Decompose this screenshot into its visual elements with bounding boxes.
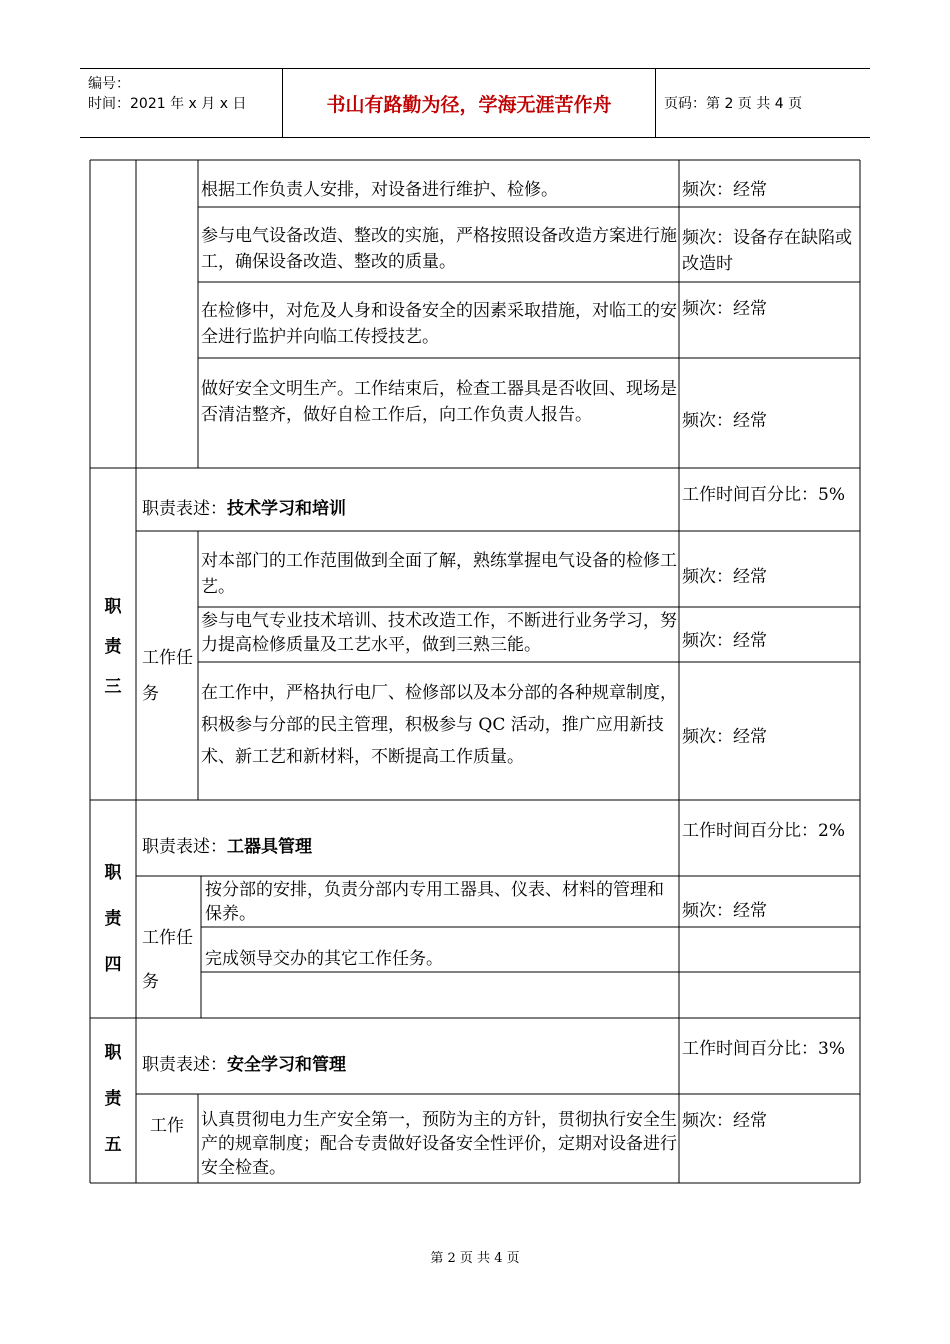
task-frequency: 频次：经常 — [682, 1111, 767, 1131]
duty-description-title: 工器具管理 — [227, 837, 312, 857]
task-text: 在检修中，对危及人身和设备安全的因素采取措施，对临工的安全进行监护并向临工传授技艺。 — [201, 301, 677, 347]
duty-description-prefix: 职责表述： — [142, 837, 227, 857]
duty-label-char: 三 — [104, 677, 122, 697]
duty-description — [142, 1052, 672, 1078]
duty-label — [98, 858, 128, 996]
duty-label-char: 责 — [104, 909, 122, 929]
work-time-percent: 工作时间百分比：3% — [682, 1039, 845, 1059]
task-text: 参与电气设备改造、整改的实施，严格按照设备改造方案进行施工，确保设备改造、整改的质量。 — [201, 226, 677, 272]
task-frequency: 频次：经常 — [682, 299, 767, 319]
header-page-number: 页码：第 2 页 共 4 页 — [664, 96, 803, 112]
duty-description — [142, 496, 672, 522]
duty-label — [98, 1038, 128, 1176]
duty-description-title: 技术学习和培训 — [227, 499, 346, 519]
task-text: 参与电气专业技术培训、技术改造工作，不断进行业务学习，努力提高检修质量及工艺水平，做到三熟三能。 — [201, 611, 677, 655]
task-frequency: 频次：经常 — [682, 411, 767, 431]
task-text: 根据工作负责人安排，对设备进行维护、检修。 — [201, 180, 558, 200]
task-frequency: 频次：经常 — [682, 727, 767, 747]
task-label: 工作 — [150, 1116, 184, 1136]
task-text: 按分部的安排，负责分部内专用工器具、仪表、材料的管理和保养。 — [205, 880, 664, 924]
work-time-percent: 工作时间百分比：2% — [682, 821, 845, 841]
task-text: 认真贯彻电力生产安全第一，预防为主的方针，贯彻执行安全生产的规章制度；配合专责做好设备安全性评价，定期对设备进行安全检查。 — [201, 1110, 677, 1178]
task-label: 工作任务 — [142, 648, 193, 704]
work-time-percent: 工作时间百分比：5% — [682, 485, 845, 505]
task-frequency: 频次：经常 — [682, 901, 767, 921]
duty-description-prefix: 职责表述： — [142, 499, 227, 519]
task-frequency: 频次：经常 — [682, 180, 767, 200]
duty-label-char: 职 — [104, 1043, 122, 1063]
duty-label-char: 责 — [104, 1089, 122, 1109]
doc-date: 时间：2021 年 x 月 x 日 — [88, 96, 247, 112]
duty-label-char: 责 — [104, 637, 122, 657]
task-frequency: 频次：经常 — [682, 631, 767, 651]
duty-label-char: 四 — [104, 955, 122, 975]
task-label: 工作任务 — [142, 928, 193, 992]
task-frequency: 频次：设备存在缺陷或改造时 — [682, 228, 852, 274]
duty-label-char: 五 — [104, 1135, 122, 1155]
duty-label — [98, 592, 128, 712]
duty-description — [142, 834, 672, 860]
duty-description-title: 安全学习和管理 — [227, 1055, 346, 1075]
task-text: 对本部门的工作范围做到全面了解，熟练掌握电气设备的检修工艺。 — [201, 551, 677, 597]
duty-label-char: 职 — [104, 863, 122, 883]
task-text: 做好安全文明生产。工作结束后，检查工器具是否收回、现场是否清洁整齐，做好自检工作后，向工作负责人报告。 — [201, 379, 677, 425]
header-motto: 书山有路勤为径，学海无涯苦作舟 — [282, 69, 656, 137]
doc-number: 编号： — [88, 76, 130, 92]
duty-label-char: 职 — [104, 597, 122, 617]
task-text: 在工作中，严格执行电厂、检修部以及本分部的各种规章制度，积极参与分部的民主管理，积极参与 QC 活动，推广应用新技术、新工艺和新材料，不断提高工作质量。 — [201, 683, 677, 767]
task-text: 完成领导交办的其它工作任务。 — [205, 949, 443, 969]
task-frequency: 频次：经常 — [682, 567, 767, 587]
page-footer: 第 2 页 共 4 页 — [430, 1251, 520, 1266]
duty-description-prefix: 职责表述： — [142, 1055, 227, 1075]
